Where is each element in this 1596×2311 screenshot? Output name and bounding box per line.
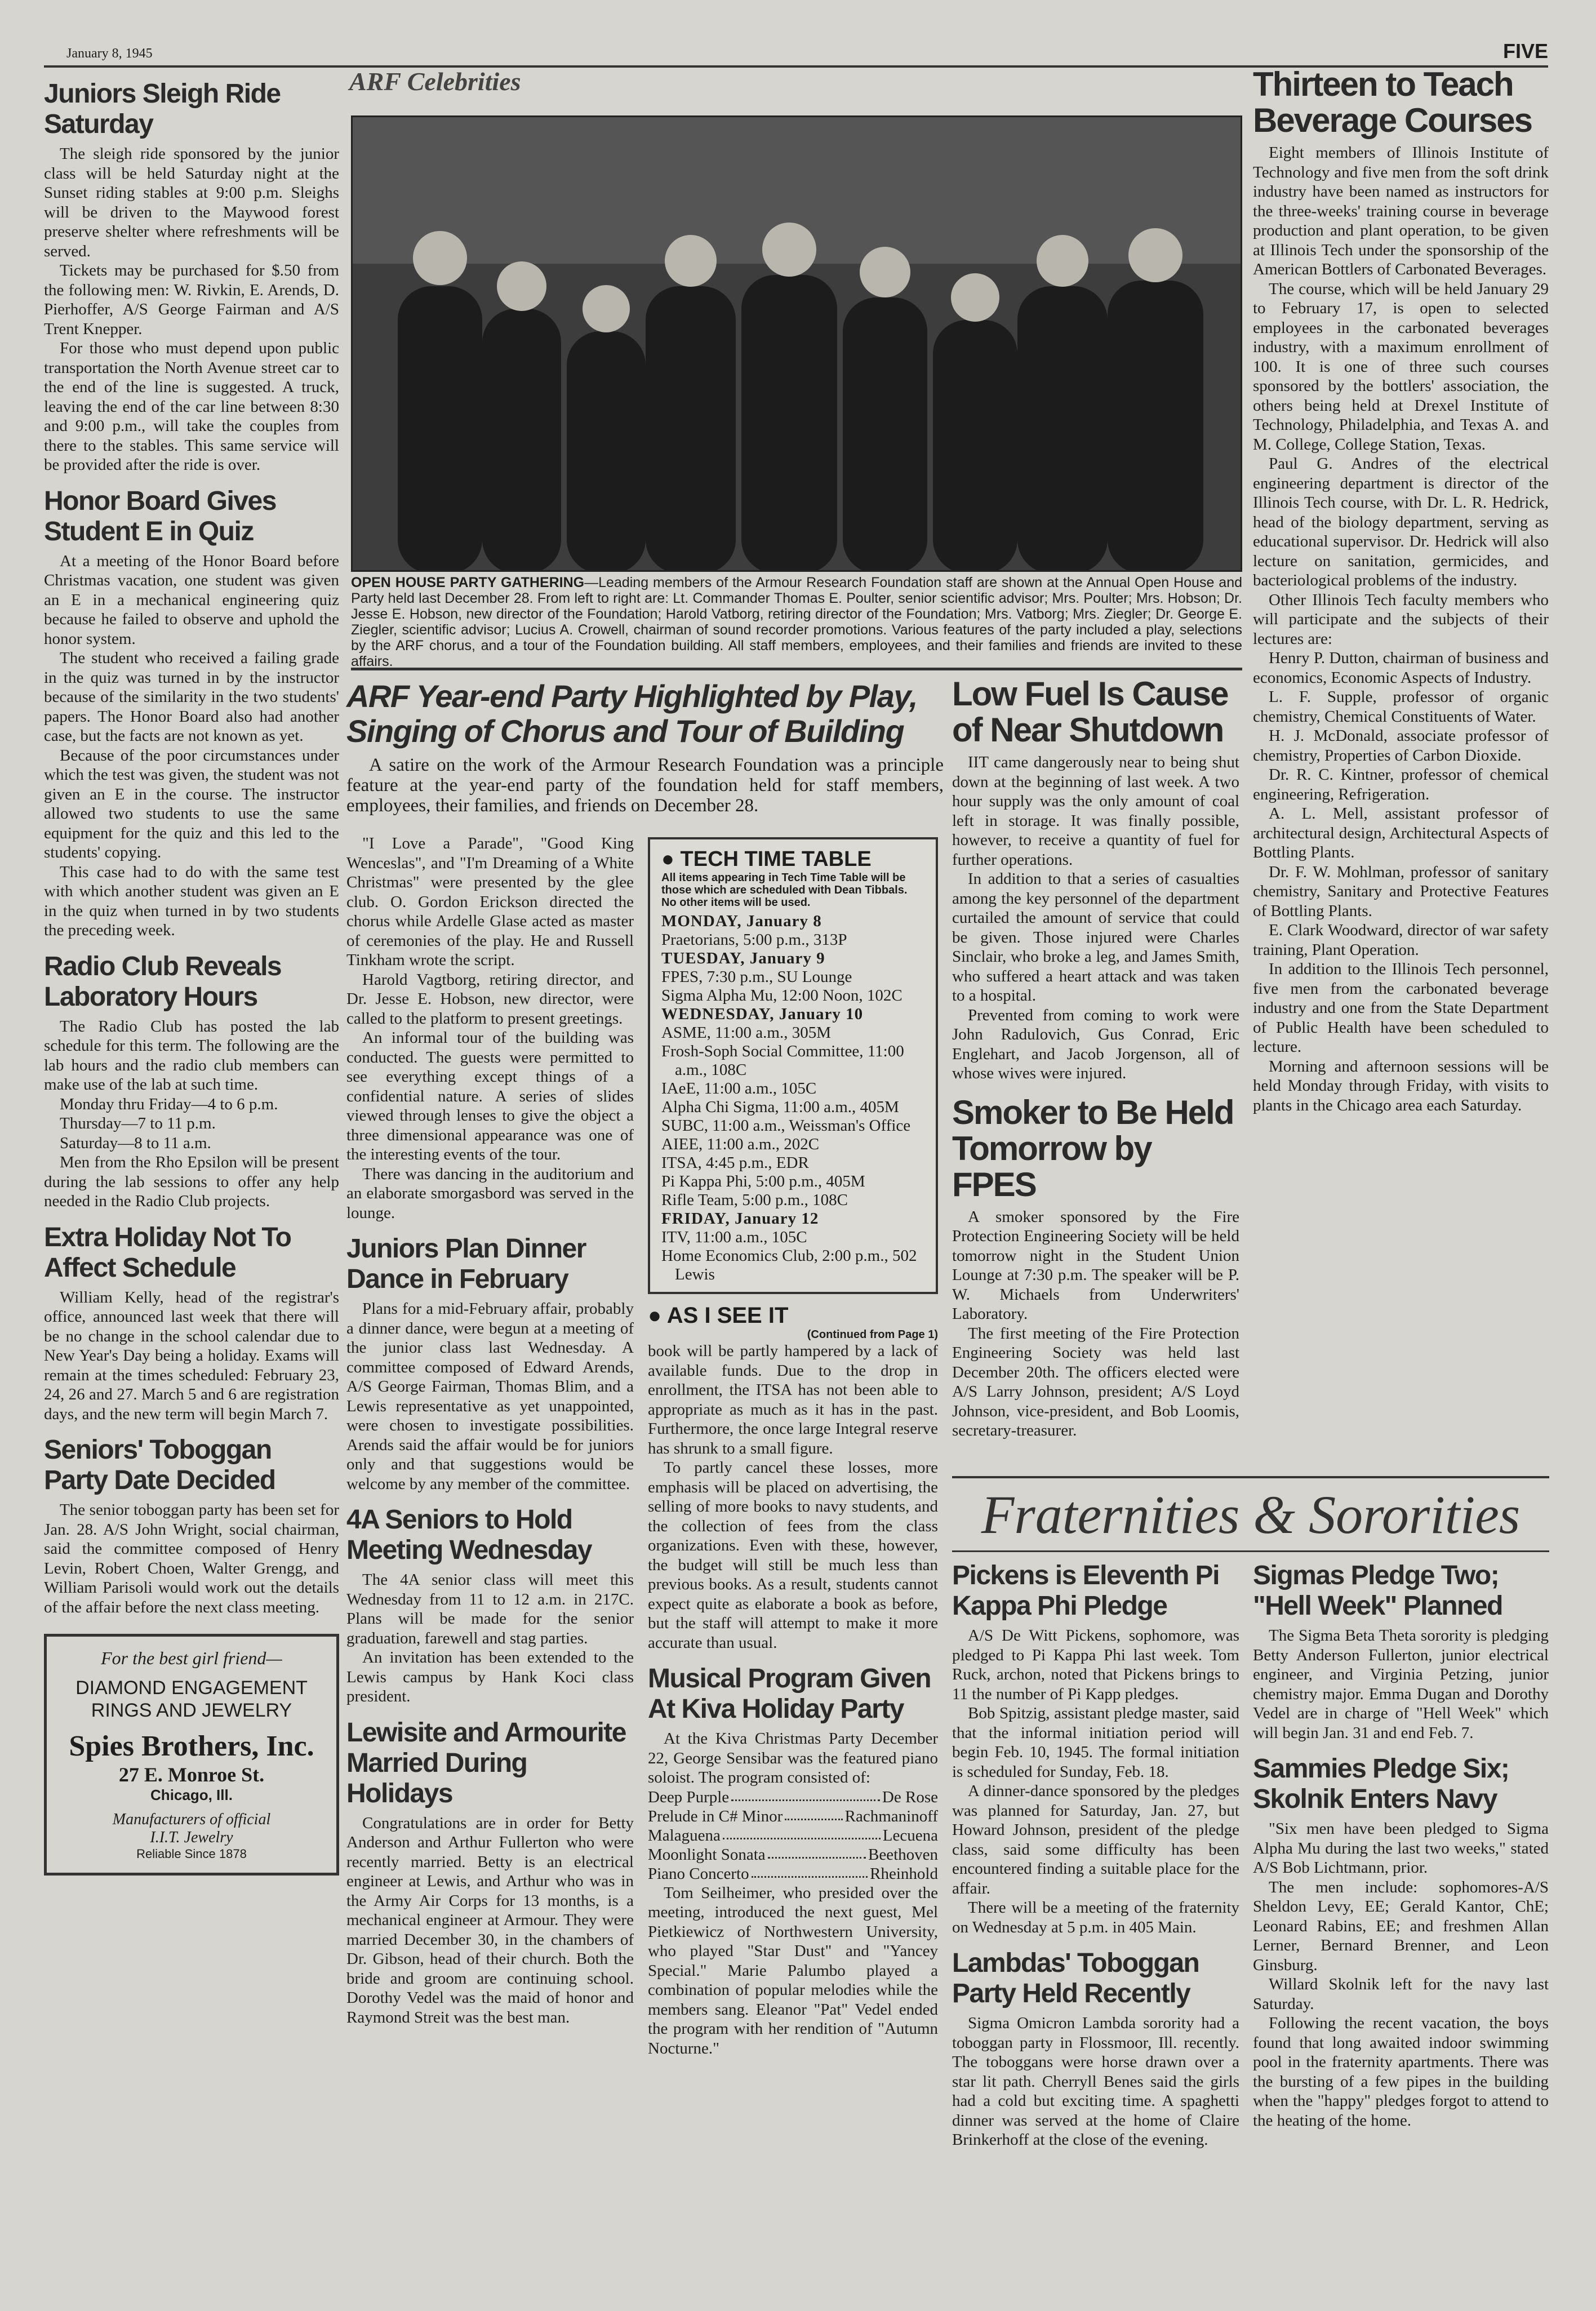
program-composer: De Rose xyxy=(882,1788,938,1806)
caption-lead: OPEN HOUSE PARTY GATHERING xyxy=(351,575,585,590)
article xyxy=(952,676,1239,1083)
paragraph: book will be partly hampered by a lack of available funds. Due to the drop in enrollment, the ITSA has not been able to appropriate as much as it has in the past. Furthermore, the once large Integral reserve has shrunk to a small figure. xyxy=(648,1342,938,1457)
time-table-entry: ITV, 11:00 a.m., 105C xyxy=(661,1228,807,1246)
paragraph: Harold Vagtborg, retiring director, and Dr. Jesse E. Hobson, new director, were called to the platform to present greetings. xyxy=(346,970,634,1028)
paragraph: Henry P. Dutton, chairman of business and economics, Economic Aspects of Industry. xyxy=(1253,649,1549,687)
article xyxy=(44,79,339,475)
group-photo xyxy=(351,115,1242,572)
paragraph: In addition to the Illinois Tech personnel, five men from the carbonated beverage industry and one from the State Department of Public Health have been scheduled to lecture. xyxy=(1253,960,1549,1056)
program-item xyxy=(648,1826,938,1845)
photo-caption xyxy=(351,575,1242,670)
paragraph: "Six men have been pledged to Sigma Alpha Mu during the last two weeks," stated A/S Bob Lichtmann, prior. xyxy=(1253,1820,1549,1877)
paragraph: A dinner-dance sponsored by the pledges was planned for Saturday, Jan. 27, but Howard Johnson, president of the pledge class, said some difficulty has been encountered finding a suitable place for the affair. xyxy=(952,1782,1239,1897)
paragraph: Prevented from coming to work were John Radulovich, Gus Conrad, Eric Englehart, and Jacob Jorgenson, all of whose wives were injured. xyxy=(952,1006,1239,1082)
paragraph: Congratulations are in order for Betty Anderson and Arthur Fullerton who were recently married. Betty is an electrical engineer at Lewis, and Arthur who was in the Army Air Corps for 13 months, is a mechanical engineer at Armour. They were married December 30, in the chambers of Dr. Gibson, head of their church. Both the bride and groom are continuing school. Dorothy Vedel was the maid of honor and Raymond Streit was the best man. xyxy=(346,1814,634,2026)
column-5 xyxy=(1253,66,1549,1472)
ad-address: 27 E. Monroe St. xyxy=(118,1763,265,1786)
headline: Thirteen to Teach Beverage Courses xyxy=(1253,66,1532,139)
program-item xyxy=(648,1788,938,1807)
paragraph: An invitation has been extended to the Lewis campus by Hank Koci class president. xyxy=(346,1648,634,1705)
paragraph: Dr. R. C. Kintner, professor of chemical engineering, Refrigeration. xyxy=(1253,766,1549,803)
program-piece: Prelude in C# Minor xyxy=(648,1807,783,1825)
group-photo-image xyxy=(353,117,1242,572)
paragraph: A/S De Witt Pickens, sophomore, was pledged to Pi Kappa Phi last week. Tom Ruck, archon, noted that Pickens brings to 11 the number of Pi Kapp pledges. xyxy=(952,1626,1239,1703)
article xyxy=(44,952,339,1211)
article xyxy=(346,1718,634,2028)
program-composer: Lecuena xyxy=(882,1826,938,1845)
program-composer: Beethoven xyxy=(868,1845,938,1864)
headline: Extra Holiday Not To Affect Schedule xyxy=(44,1222,291,1283)
time-table-entry: Sigma Alpha Mu, 12:00 Noon, 102C xyxy=(661,986,903,1005)
paragraph: To partly cancel these losses, more emphasis will be placed on advertising, the selling of more books to navy students, and the collection of fees from the class organizations. Even with these, however, the budget will still be much less than previous books. As a result, students cannot expect quite as elaborate a book as before, but the staff will attempt to make it more accurate than usual. xyxy=(648,1459,938,1652)
paragraph: For those who must depend upon public transportation the North Avenue street car to the end of the line is suggested. A truck, leaving the end of the car line between 8:30 and 9:00 p.m., will take the couples from there to the stables. This same service will be provided after the ride is over. xyxy=(44,339,339,474)
paragraph: Plans for a mid-February affair, probably a dinner dance, were begun at a meeting of the junior class last Wednesday. A committee composed of Edward Arends, A/S George Fairman, Thomas Blim, and a Lewis representative as yet unappointed, were chosen to investigate possibilities. Arends said the affair would be for juniors only and that suggestions would be welcome by any member of the committee. xyxy=(346,1300,634,1493)
paragraph: At a meeting of the Honor Board before Christmas vacation, one student was given an E in a mechanical engineering quiz because he failed to observe and uphold the honor system. xyxy=(44,552,339,648)
paragraph: The 4A senior class will meet this Wednesday from 11 to 12 a.m. in 217C. Plans will be made for the senior graduation, farewell and stag parties. xyxy=(346,1571,634,1647)
time-table-entry: IAeE, 11:00 a.m., 105C xyxy=(661,1079,817,1097)
leader-dots xyxy=(785,1807,842,1820)
page-number: FIVE xyxy=(1502,39,1548,63)
jewelry-advertisement xyxy=(44,1634,339,1876)
time-table-entry: Praetorians, 5:00 p.m., 313P xyxy=(661,931,847,949)
as-i-see-it-title: ● AS I SEE IT xyxy=(648,1303,789,1328)
paragraph: In addition to that a series of casualties among the key personnel of the department curtailed the amount of service that could be given. Those injured were Charles Sinclair, who broke a leg, and James Smith, who suffered a heart attack and was taken to a hospital. xyxy=(952,870,1239,1005)
time-table-entry: Pi Kappa Phi, 5:00 p.m., 405M xyxy=(661,1172,865,1190)
program-composer: Rachmaninoff xyxy=(844,1807,938,1825)
time-table-entry: AIEE, 11:00 a.m., 202C xyxy=(661,1135,820,1153)
paragraph: Sigma Omicron Lambda sorority had a toboggan party in Flossmoor, Ill. recently. The toboggans were horse drawn over a star lit path. Cherryll Benes said the girls had a cold but exciting time. A spaghetti dinner was served at the home of Claire Brinkerhoff at the close of the evening. xyxy=(952,2014,1239,2149)
column-5-lower xyxy=(1253,1561,1549,2299)
paragraph: The Radio Club has posted the lab schedule for this term. The following are the lab hours and the radio club members can make use of the lab at such time. xyxy=(44,1017,339,1094)
paragraph: Other Illinois Tech faculty members who will participate and the subjects of their lectures are: xyxy=(1253,590,1549,648)
ad-since: Reliable Since 1878 xyxy=(136,1847,247,1861)
paragraph: A. L. Mell, assistant professor of architectural design, Architectural Aspects of Bottling Plants. xyxy=(1253,805,1549,861)
headline: Low Fuel Is Cause of Near Shutdown xyxy=(952,676,1228,749)
article xyxy=(44,1435,339,1617)
paragraph: The first meeting of the Fire Protection Engineering Society was held last December 20th. The officers elected were A/S Larry Johnson, president; A/S Loyd Johnson, vice-president, and Bob Loomis, secretary-treasurer. xyxy=(952,1324,1239,1439)
time-table-entry: Home Economics Club, 2:00 p.m., 502 Lewis xyxy=(661,1247,917,1283)
paragraph: Eight members of Illinois Institute of Technology and five men from the soft drink industry have been named as instructors for the three-weeks' training course in beverage production and plant operation, to be given at Illinois Tech under the sponsorship of the American Bottlers of Carbonated Beverages. xyxy=(1253,144,1549,278)
leader-dots xyxy=(731,1788,880,1801)
program-composer: Rheinhold xyxy=(870,1864,938,1883)
ad-tagline: For the best girl friend— xyxy=(101,1648,282,1668)
paragraph: Thursday—7 to 11 p.m. xyxy=(60,1114,216,1132)
paragraph: The sleigh ride sponsored by the junior class will be held Saturday night at the Sunset riding stables at 9:00 p.m. Sleighs will be driven to the Maywood forest preserve shelter where refreshments will be served. xyxy=(44,145,339,260)
ad-line: DIAMOND ENGAGEMENT xyxy=(75,1677,308,1699)
article xyxy=(346,1234,634,1494)
time-table-day: WEDNESDAY, January 10 xyxy=(661,1005,864,1023)
fraternities-sororities-banner: Fraternities & Sororities xyxy=(952,1476,1549,1552)
column-2 xyxy=(346,834,634,2299)
leader-dots xyxy=(752,1864,868,1878)
time-table-day: MONDAY, January 8 xyxy=(661,912,822,930)
paragraph: The course, which will be held January 29 to February 17, is open to selected employees in the carbonated beverages industry, with a maximum enrollment of 100. It is one of three such courses sponsored by the bottlers' association, the others being held at Drexel Institute of Technology, Philadelphia, and Texas A. and M. College, College Station, Texas. xyxy=(1253,279,1549,454)
folio xyxy=(44,39,1548,68)
paragraph: Paul G. Andres of the electrical engineering department is director of the Illinois Tech course, with Dr. L. R. Hedrick, head of the biology department, serving as educational supervisor. Dr. Hedrick will also lecture on sanitation, germicides, and bacteriological problems of the industry. xyxy=(1253,455,1549,589)
paragraph: The senior toboggan party has been set for Jan. 28. A/S John Wright, social chairman, said the committee composed of Henry Levin, Robert Choen, Walter Grengg, and William Parisoli would work out the details of the affair before the next class meeting. xyxy=(44,1501,339,1616)
time-table-entry: Rifle Team, 5:00 p.m., 108C xyxy=(661,1191,848,1209)
article xyxy=(952,1095,1239,1441)
program-piece: Malaguena xyxy=(648,1826,721,1845)
paragraph: IIT came dangerously near to being shut down at the beginning of last week. A two hour supply was the only amount of coal left in storage. It was finally possible, however, to receive a quantity of fuel for further operations. xyxy=(952,753,1239,869)
headline: Honor Board Gives Student E in Quiz xyxy=(44,486,276,546)
paragraph: Because of the poor circumstances under which the test was given, the student was not given an E in the course. The instructor allowed two students to use the same equipment for the quiz and this led to the students' copying. xyxy=(44,746,339,861)
program-item xyxy=(648,1864,938,1883)
paragraph: Willard Skolnik left for the navy last Saturday. xyxy=(1253,1975,1549,2013)
column-1 xyxy=(44,79,339,2299)
paragraph: "I Love a Parade", "Good King Wenceslas", and "I'm Dreaming of a White Christmas" were presented by the glee club. O. Gordon Erickson directed the chorus while Ardelle Glase acted as master of ceremonies of the play. He and Russell Tinkham wrote the script. xyxy=(346,834,634,969)
headline: Sammies Pledge Six; Skolnik Enters Navy xyxy=(1253,1754,1509,1814)
time-table-entry: ITSA, 4:45 p.m., EDR xyxy=(661,1154,809,1172)
paragraph: Morning and afternoon sessions will be held Monday through Friday, with visits to plants in the Chicago area each Saturday. xyxy=(1253,1057,1549,1114)
ad-manufacturer: I.I.T. Jewelry xyxy=(150,1829,233,1846)
paragraph: Monday thru Friday—4 to 6 p.m. xyxy=(60,1095,278,1113)
program-item xyxy=(648,1845,938,1864)
ad-line: RINGS AND JEWELRY xyxy=(91,1700,292,1721)
article xyxy=(44,486,339,940)
program-piece: Deep Purple xyxy=(648,1788,730,1806)
paragraph: This case had to do with the same test with which another student was given an E in the quiz when turned in by two students the preceding week. xyxy=(44,863,339,939)
ad-manufacturer: Manufacturers of official xyxy=(112,1811,271,1828)
column-4 xyxy=(952,676,1239,1470)
issue-date: January 8, 1945 xyxy=(66,46,153,61)
leader-dots xyxy=(723,1826,881,1839)
ad-city: Chicago, Ill. xyxy=(150,1786,233,1803)
time-table-entry: ASME, 11:00 a.m., 305M xyxy=(661,1024,832,1042)
article xyxy=(952,1561,1239,1937)
paragraph: At the Kiva Christmas Party December 22, George Sensibar was the featured piano soloist. The program consisted of: xyxy=(648,1730,938,1786)
headline: Lambdas' Toboggan Party Held Recently xyxy=(952,1948,1199,2008)
paragraph: A smoker sponsored by the Fire Protection Engineering Society will be held tomorrow night in the Student Union Lounge at 7:30 p.m. The speaker will be P. W. Michaels from Underwriters' Laboratory. xyxy=(952,1207,1239,1323)
paragraph: The men include: sophomores-A/S Sheldon Levy, EE; Gerald Kantor, ChE; Leonard Rabins, EE; and freshmen Allan Lerner, Bernard Brenner, and Leon Ginsburg. xyxy=(1253,1878,1549,1974)
paragraph: Saturday—8 to 11 a.m. xyxy=(60,1134,211,1152)
paragraph: Following the recent vacation, the boys found that long awaited indoor swimming pool in the fraternity apartments. There was the bursting of a few pipes in the building when the "happy" pledges forgot to attend to the heating of the home. xyxy=(1253,2014,1549,2130)
paragraph: There will be a meeting of the fraternity on Wednesday at 5 p.m. in 405 Main. xyxy=(952,1899,1239,1936)
program-piece: Piano Concerto xyxy=(648,1864,749,1883)
column-3 xyxy=(648,837,938,2302)
arf-headline: ARF Year-end Party Highlighted by Play, Singing of Chorus and Tour of Building xyxy=(346,678,917,749)
time-table-entry: SUBC, 11:00 a.m., Weissman's Office xyxy=(661,1117,911,1135)
article xyxy=(1253,1561,1549,1743)
headline: Pickens is Eleventh Pi Kappa Phi Pledge xyxy=(952,1561,1219,1621)
paragraph: William Kelly, head of the registrar's office, announced last week that there will be no change in the school calendar due to New Year's Day being a holiday. Exams will remain at the times scheduled: February 23, 24, 26 and 27. March 5 and 6 are registration days, and the new term will begin March 7. xyxy=(44,1288,339,1423)
paragraph: Tickets may be purchased for $.50 from the following men: W. Rivkin, E. Arends, D. Pierhoffer, A/S George Fairman and A/S Trent Knepper. xyxy=(44,261,339,338)
time-table-entry: FPES, 7:30 p.m., SU Lounge xyxy=(661,968,852,986)
paragraph: H. J. McDonald, associate professor of chemistry, Properties of Carbon Dioxide. xyxy=(1253,727,1549,765)
paragraph: L. F. Supple, professor of organic chemistry, Chemical Constituents of Water. xyxy=(1253,688,1549,726)
time-table-entry: Frosh-Soph Social Committee, 11:00 a.m., 108C xyxy=(661,1042,904,1079)
headline: 4A Seniors to Hold Meeting Wednesday xyxy=(346,1505,592,1565)
time-table-note: All items appearing in Tech Time Table will be those which are scheduled with Dean Tibbals. No other items will be used. xyxy=(661,872,908,909)
program-item xyxy=(648,1807,938,1826)
headline: Radio Club Reveals Laboratory Hours xyxy=(44,951,282,1012)
paragraph: Men from the Rho Epsilon will be present during the lab sessions to offer any help needed in the Radio Club projects. xyxy=(44,1153,339,1210)
ad-company-name: Spies Brothers, Inc. xyxy=(69,1730,314,1762)
paragraph: The student who received a failing grade in the quiz was turned in by the instructor because of the similarity in the two students' papers. The Honor Board also had another case, but the facts are not known as yet. xyxy=(44,649,339,745)
paragraph: Bob Spitzig, assistant pledge master, said that the informal initiation period will begin Feb. 10, 1945. The formal initiation is scheduled for Sunday, Feb. 18. xyxy=(952,1704,1239,1781)
tech-time-table xyxy=(648,837,938,1294)
article xyxy=(1253,1754,1549,2130)
arf-lead-paragraph: A satire on the work of the Armour Research Foundation was a principle feature at the year-end party of the foundation held for staff members, employees, their families, and friends on December 28. xyxy=(346,755,944,816)
article xyxy=(346,1505,634,1706)
paragraph: An informal tour of the building was conducted. The guests were permitted to see everything except things of a confidential nature. A series of slides viewed through lenses to give the object a three dimensional appearance was one of the interesting events of the tour. xyxy=(346,1029,634,1163)
program-piece: Moonlight Sonata xyxy=(648,1845,766,1864)
time-table-title: ● TECH TIME TABLE xyxy=(661,847,872,871)
paragraph: Dr. F. W. Mohlman, professor of sanitary chemistry, Sanitary and Protective Features of Bottling Plants. xyxy=(1253,863,1549,920)
article xyxy=(44,1223,339,1424)
article xyxy=(1253,66,1549,1115)
article xyxy=(952,1948,1239,2150)
headline: Smoker to Be Held Tomorrow by FPES xyxy=(952,1093,1234,1203)
photo-title: ARF Celebrities xyxy=(349,67,521,96)
caption-text: —Leading members of the Armour Research Foundation staff are shown at the Annual Open House and Party held last December 28. From left to right are: Lt. Commander Thomas E. Poulter, senior scientific advisor; Mrs. Poulter; Mrs. Hobson; Dr. Jesse E. Hobson, new director of the Foundation; Harold Vatborg, retiring director of the Foundation; Mrs. Vatborg; Mrs. Ziegler; Dr. George E. Ziegler, scientific advisor; Lucius A. Crowell, chairman of sound recorder promotions. Various features of the party included a play, selections by the ARF chorus, and a tour of the Foundation building. All staff members, employees, and their families and friends are invited to these affairs. xyxy=(351,575,1242,669)
article xyxy=(346,834,634,1223)
headline: Juniors Plan Dinner Dance in February xyxy=(346,1234,586,1294)
time-table-day: FRIDAY, January 12 xyxy=(661,1210,819,1228)
paragraph: E. Clark Woodward, director of war safety training, Plant Operation. xyxy=(1253,921,1549,959)
headline: Musical Program Given At Kiva Holiday Party xyxy=(648,1664,931,1724)
headline: Seniors' Toboggan Party Date Decided xyxy=(44,1435,275,1495)
paragraph: The Sigma Beta Theta sorority is pledging Betty Anderson Fullerton, junior electrical engineer, and Virginia Petzing, junior chemistry major. Emma Dugan and Dorothy Vedel are in charge of "Hell Week" which will begin Jan. 31 and end Feb. 7. xyxy=(1253,1626,1549,1742)
headline: Lewisite and Armourite Married During Holidays xyxy=(346,1717,626,1808)
paragraph: Tom Seilheimer, who presided over the meeting, introduced the next guest, Mel Pietkiewicz of Northwestern University, who played "Star Dust" and "Yancey Special." Marie Palumbo played a combination of popular melodies while the members sang. Eleanor "Pat" Vedel ended the program with her rendition of "Autumn Nocturne." xyxy=(648,1883,938,2057)
headline: Juniors Sleigh Ride Saturday xyxy=(44,79,281,139)
column-4-lower xyxy=(952,1561,1239,2299)
leader-dots xyxy=(768,1845,866,1859)
paragraph: There was dancing in the auditorium and an elaborate smorgasbord was served in the lounge. xyxy=(346,1165,634,1222)
time-table-day: TUESDAY, January 9 xyxy=(661,949,825,967)
headline: Sigmas Pledge Two; "Hell Week" Planned xyxy=(1253,1561,1502,1621)
continued-note: (Continued from Page 1) xyxy=(807,1328,938,1341)
time-table-entry: Alpha Chi Sigma, 11:00 a.m., 405M xyxy=(661,1098,899,1116)
